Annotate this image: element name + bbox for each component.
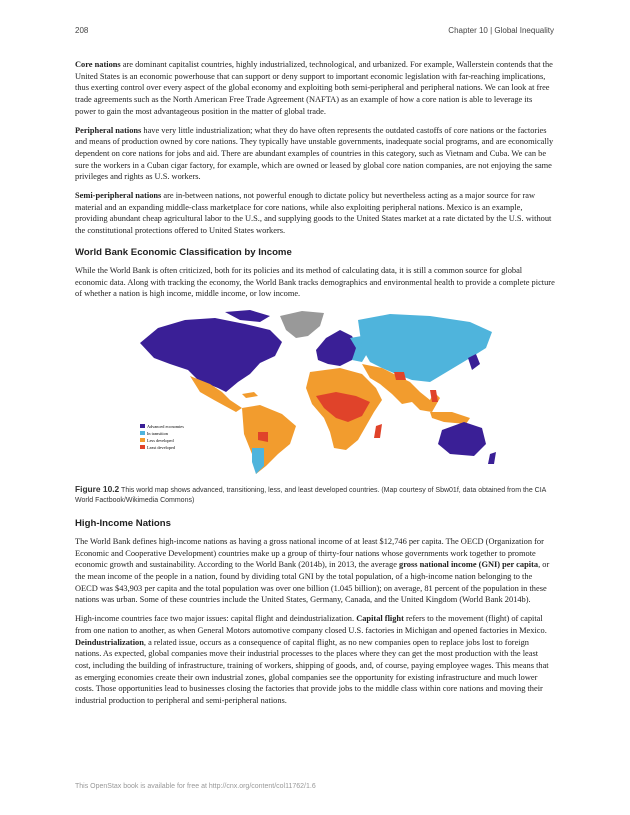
core-nations-term: Core nations — [75, 60, 121, 69]
world-map — [130, 308, 500, 476]
afghanistan-region — [394, 372, 406, 380]
legend-label-less: Less developed — [147, 437, 174, 443]
gni-term: gross national income (GNI) per capita — [399, 560, 539, 570]
deindustrialization-term: Deindustrialization — [75, 637, 144, 647]
semi-peripheral-text: are in-between nations, not powerful enough to dictate policy but nevertheless acting as a major source for raw material and an expanding middle-class marketplace for core nations, while also exploiting peripheral nations. Mexico is an example, providing abundant cheap agricultural labor to the U.S., and supplying goods to the United States market at a rate dictated by the U.S. without the constitutional protections offered to United States workers. — [75, 191, 552, 236]
high-income-p1-text-b: , or the mean income of the people in a nation, found by dividing total GNI by the total population, of a high-income nation belonging to the OECD was $43,903 per capita and the total population was over one billion (1.045 billion); on average, 81 percent of the population in these nations was urban. Some of these countries include the United States, Germany, Canada, and the United Kingdom (World Bank 2014b). — [75, 560, 550, 605]
legend-label-transition: In transition — [147, 430, 168, 436]
page-number: 208 — [75, 26, 89, 35]
madagascar-region — [374, 424, 382, 438]
semi-peripheral-term: Semi-peripheral nations — [75, 191, 162, 201]
world-bank-paragraph: While the World Bank is often criticized, both for its policies and its method of calculating data, it is still a common source for global economic data. Along with tracking the economy, the World Bank tracks demographics and environmental health to provide a complete picture of whether a nation is high income, middle income, or low income. — [75, 265, 555, 299]
legend-label-advanced: Advanced economies — [147, 423, 184, 429]
new-zealand-region — [488, 452, 496, 464]
peripheral-nations-term: Peripheral nations — [75, 125, 142, 135]
core-nations-paragraph — [75, 59, 555, 118]
europe-region — [316, 330, 358, 366]
page-footer: This OpenStax book is available for free at http://cnx.org/content/col11762/1.6 — [75, 783, 316, 790]
high-income-p2-text-b: refers to the movement (flight) of capital from one nation to another, as when General Motors automotive company closed U.S. factories in Michigan and opened factories in Mexico. — [75, 614, 547, 635]
semi-peripheral-paragraph — [75, 190, 555, 237]
caribbean-region — [242, 392, 258, 398]
peripheral-nations-text: have very little industrialization; what they do have often represents the outdated castoffs of core nations or the factories and means of production owned by core nations. They typically have unstable governments, inadequate social programs, and are economically dependent on core nations for jobs and aid. There are abundant examples of countries in this category, such as Vietnam and Cuba. We can be sure the workers in a Cuban cigar factory, for example, which are owned or leased by global core nation companies, are not enjoying the same privileges and rights as U.S. workers. — [75, 125, 554, 182]
high-income-p1-text-a: The World Bank defines high-income nations as having a gross national income of at least $12,746 per capita. The OECD (Organization for Economic and Cooperative Development) countries make up a group of thirty-four nations whose governments work together to promote economic growth and sustainability. According to the World Bank (2014b), in 2013, the average — [75, 536, 544, 570]
figure-caption — [75, 484, 555, 506]
south-america-region — [242, 405, 296, 474]
legend-swatch-transition — [140, 431, 145, 435]
peripheral-nations-paragraph — [75, 125, 555, 184]
running-header: Chapter 10 | Global Inequality — [448, 26, 554, 35]
legend-swatch-less — [140, 438, 145, 442]
high-income-p2-text-c: , a related issue, occurs as a consequence of capital flight, as no new companies open to replace jobs lost to foreign nations. As expected, global companies move their industrial processes to the places where they can get the most production with the least cost, including the building of infrastructure, training of workers, shipping of goods, and, of course, paying employee wages. This means that as emerging economies create their own industrial zones, global companies see the opportunity for existing infrastructure and much lower costs. Those opportunities lead to businesses closing the factories that provide jobs to the middle class within core nations and moving their industrial production to peripheral and semi-peripheral nations. — [75, 637, 549, 706]
high-income-paragraph-2 — [75, 613, 555, 707]
capital-flight-term: Capital flight — [356, 614, 404, 624]
north-america-region — [140, 318, 282, 392]
canadian-islands-region — [225, 310, 270, 322]
legend-label-least: Least developed — [147, 444, 176, 450]
page-content — [75, 59, 555, 714]
legend-swatch-advanced — [140, 424, 145, 428]
core-nations-text: are dominant capitalist countries, highly industrialized, technological, and urbanized. For example, Wallerstein contends that the United States is an economic powerhouse that can support or deny support to important economic legislation with far-reaching implications, thus exerting control over every aspect of the global economy and exploiting both semi-peripheral and peripheral nations. We can look at free trade agreements such as the North American Free Trade Agreement (NAFTA) as an example of how a core nation is able to leverage its power to gain the most advantageous position in the matter of global trade. — [75, 60, 553, 116]
high-income-heading: High-Income Nations — [75, 517, 171, 529]
high-income-p2-text-a: High-income countries face two major issues: capital flight and deindustrialization. — [75, 614, 357, 624]
world-bank-heading: World Bank Economic Classification by Income — [75, 246, 292, 258]
figure-label: Figure 10.2 — [75, 483, 120, 494]
legend-swatch-least — [140, 445, 145, 449]
chile-argentina-region — [252, 448, 264, 474]
figure-caption-text: This world map shows advanced, transitioning, less, and least developed countries. (Map courtesy of Sbw01f, data obtained from the CIA World Factbook/Wikimedia Commons) — [75, 486, 546, 504]
australia-region — [438, 422, 486, 456]
greenland-region — [280, 311, 324, 338]
high-income-paragraph-1 — [75, 536, 555, 606]
